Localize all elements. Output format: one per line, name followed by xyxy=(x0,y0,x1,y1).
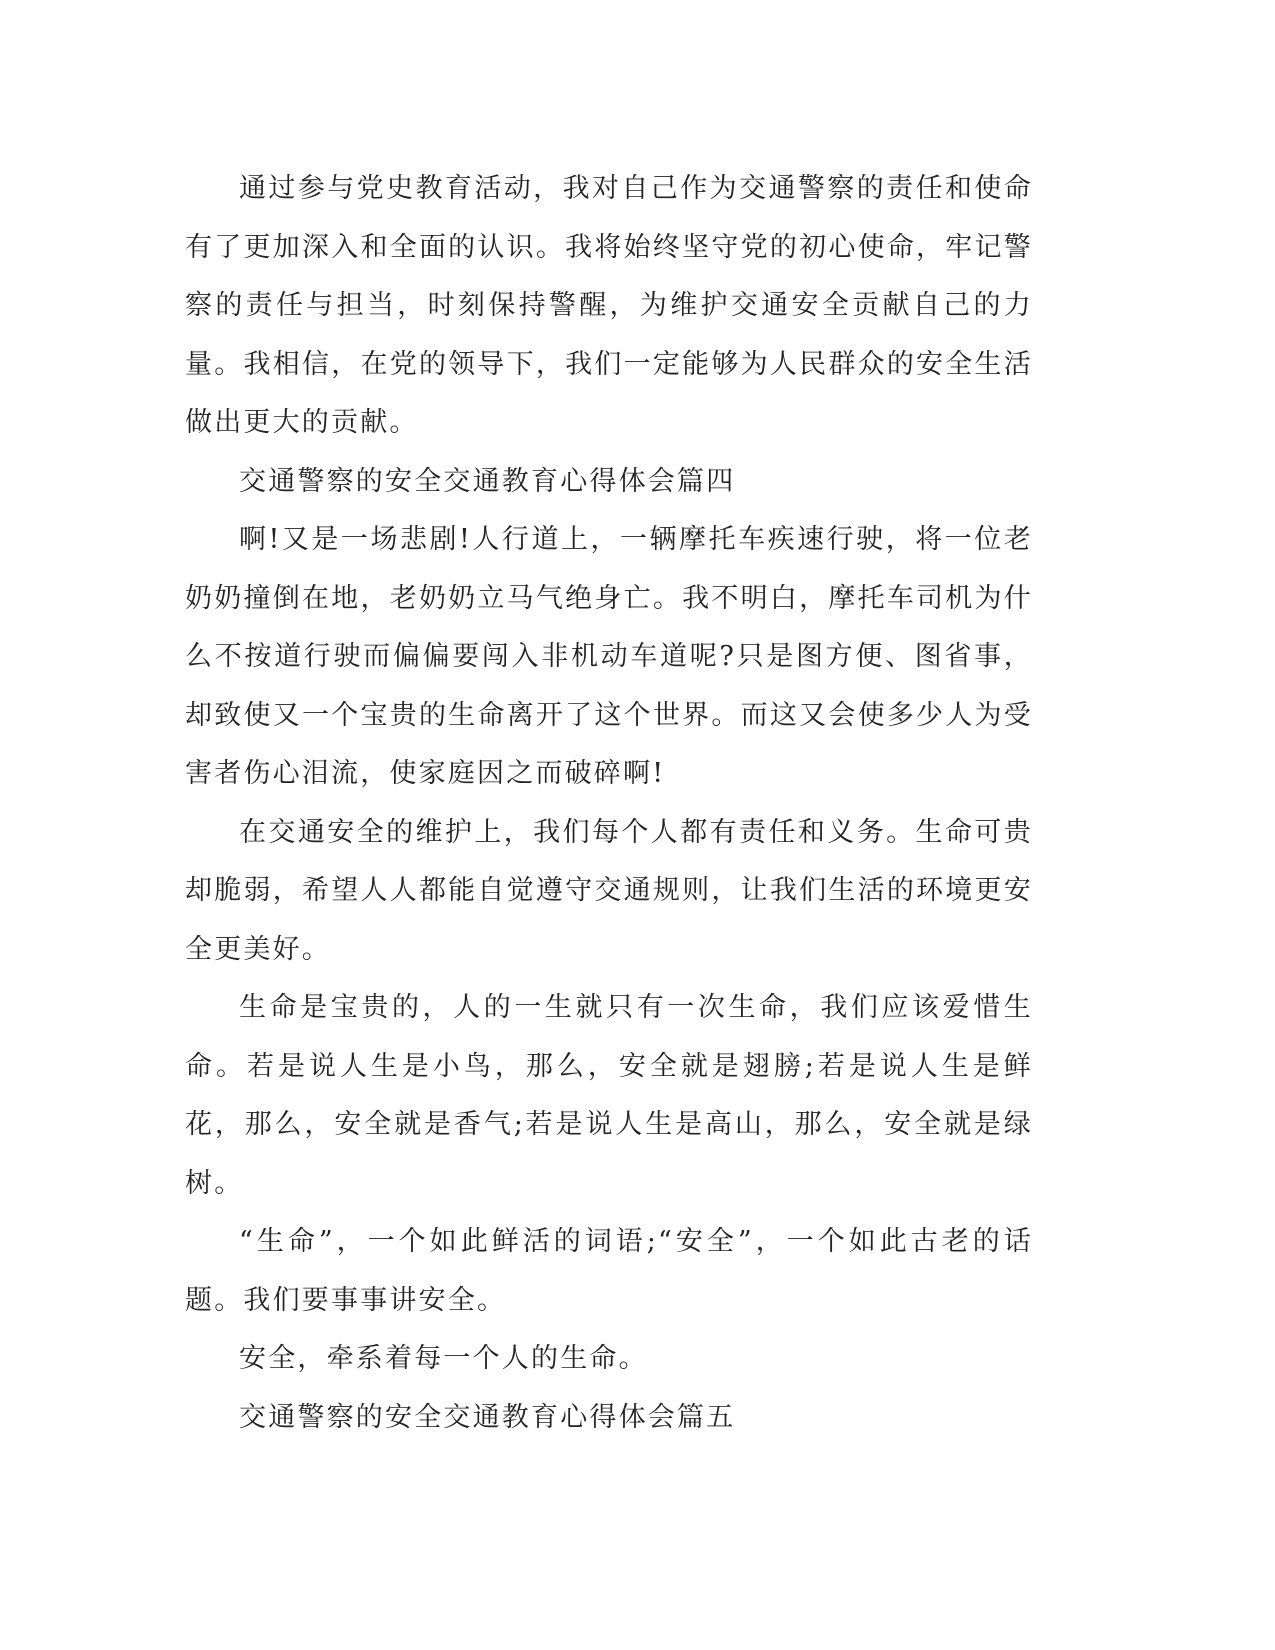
paragraph: 生命是宝贵的，人的一生就只有一次生命，我们应该爱惜生命。若是说人生是小鸟，那么，安全就是翅膀;若是说人生是鲜花，那么，安全就是香气;若是说人生是高山，那么，安全就是绿树。 xyxy=(185,992,1033,1199)
section-heading: 交通警察的安全交通教育心得体会篇四 xyxy=(239,465,736,497)
section-heading: 交通警察的安全交通教育心得体会篇五 xyxy=(239,1401,736,1433)
paragraph: 啊!又是一场悲剧!人行道上，一辆摩托车疾速行驶，将一位老奶奶撞倒在地，老奶奶立马气绝身亡。我不明白，摩托车司机为什么不按道行驶而偏偏要闯入非机动车道呢?只是图方便、图省事，却致使又一个宝贵的生命离开了这个世界。而这又会使多少人为受害者伤心泪流，使家庭因之而破碎啊! xyxy=(185,524,1033,789)
paragraph: 通过参与党史教育活动，我对自己作为交通警察的责任和使命有了更加深入和全面的认识。我将始终坚守党的初心使命，牢记警察的责任与担当，时刻保持警醒，为维护交通安全贡献自己的力量。我相信，在党的领导下，我们一定能够为人民群众的安全生活做出更大的贡献。 xyxy=(185,173,1033,438)
paragraph: 安全，牵系着每一个人的生命。 xyxy=(239,1343,648,1374)
paragraph: “生命”，一个如此鲜活的词语;“安全”，一个如此古老的话题。我们要事事讲安全。 xyxy=(185,1226,1033,1316)
paragraph: 在交通安全的维护上，我们每个人都有责任和义务。生命可贵却脆弱，希望人人都能自觉遵守交通规则，让我们生活的环境更安全更美好。 xyxy=(185,816,1033,965)
document-body xyxy=(185,160,1033,1447)
